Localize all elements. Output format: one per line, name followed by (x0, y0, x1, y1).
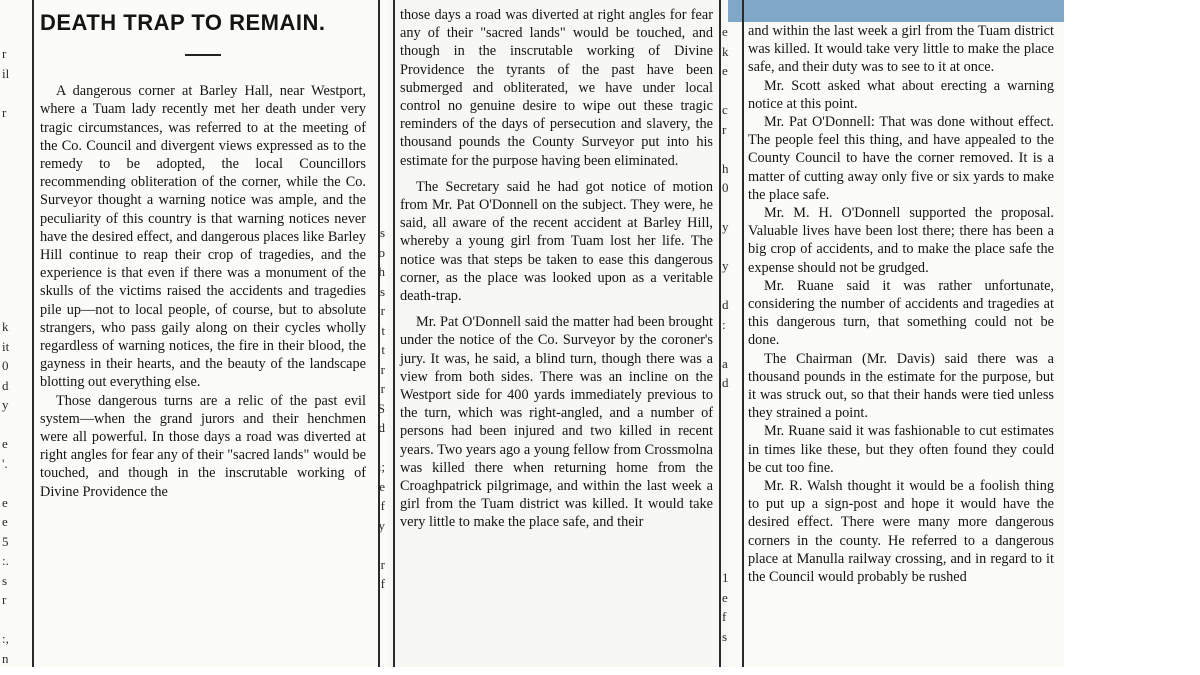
paragraph: Mr. Scott asked what about erecting a warning notice at this point. (748, 77, 1054, 112)
column-rule (32, 0, 34, 675)
column-rule (742, 0, 744, 675)
paragraph: The Chairman (Mr. Davis) said there was a thousand pounds in the estimate for the purpose, but it was struck out, so that their hands were tied unless they strained a point. (748, 350, 1054, 422)
article-column-3 (748, 22, 1054, 586)
paragraph: A dangerous corner at Barley Hall, near Westport, where a Tuam lady recently met her death under very tragic circumstances, was referred to at the meeting of the Co. Council and divergent views expressed as to the remedy to be adopted, the local Councillors recommending obliteration of the corner, while the Co. Surveyor thought a warning notice was ample, and the peculiarity of this country is that warning notices never have the desired effect, and dangerous places like Barley Hill continue to reap their crop of tragedies, and the experience is that even if there was a monument of the skulls of the victims raised the accidents and tragedies pile up—not to local people, of course, but to absolute strangers, who pass gaily along on their cycles wholly regardless of warning notices, the fire in their blood, the gayness in their hearts, and the beauty of the landscape blotting out everything else. (40, 83, 366, 391)
headline-rule (185, 54, 221, 56)
paragraph: Mr. Ruane said it was fashionable to cut estimates in times like these, but they often found they could be cut too fine. (748, 423, 1054, 476)
paragraph: Those dangerous turns are a relic of the past evil system—when the grand jurors and their henchmen were all powerful. In those days a road was diverted at right angles for fear any of their "sacred lands" would be touched, and though in the inscrutable working of Divine Providence the (40, 392, 366, 500)
column-rule (719, 0, 721, 675)
blank-margin-bottom (0, 667, 1200, 675)
blank-margin-right (1064, 0, 1200, 675)
paragraph: Mr. Pat O'Donnell: That was done without effect. The people feel this thing, and have appealed to the County Council to have the corner removed. It is a matter of cutting away only five or six yards to make the place safe. (748, 114, 1054, 203)
paragraph: Mr. M. H. O'Donnell supported the proposal. Valuable lives have been lost there; there has been a big crop of accidents, and to make the place safe the expense should not be grudged. (748, 205, 1054, 276)
paragraph: those days a road was diverted at right angles for fear any of their "sacred lands" would be touched, and though in the inscrutable working of Divine Providence the tyrants of the past have been submerged and obliterated, we have under local control no genuine desire to wipe out these tragic reminders of the days of persecution and slavery, the thousand pounds the County Surveyor put into his estimate for the purpose having been eliminated. (400, 7, 713, 169)
paragraph: Mr. Ruane said it was rather unfortunate, considering the number of accidents and tragedies at this dangerous turn, that something could not be done. (748, 277, 1054, 349)
cropped-margin-left: r il r k it 0 d y e '. e e 5 :. s r :, n (2, 46, 10, 666)
headline: DEATH TRAP TO REMAIN. (40, 10, 326, 35)
column-rule (393, 0, 395, 675)
cropped-margin-mid: s o h s r t t r r S d i; e f y r f (377, 225, 385, 591)
scan-edge-bar (728, 0, 1064, 22)
paragraph: Mr. R. Walsh thought it would be a foolish thing to put up a sign-post and hope it would have the desired effect. There were many more dangerous corners in the county. He referred to a dangerous place at Manulla railway crossing, and in regard to it the Council would probably be rushed (748, 478, 1054, 586)
cropped-margin-mid2: e k e c r h 0 y y d : a d 1 e f s (722, 24, 729, 644)
paragraph: Mr. Pat O'Donnell said the matter had been brought under the notice of the Co. Surveyor by the coroner's jury. It was, he said, a blind turn, though there was a view from both sides. There was an incline on the Westport side for 400 yards immediately previous to the turn, which was right-angled, and a number of persons had been injured and two killed in recent years. Two years ago a young fellow from Crossmolna was killed there when returning home from the Croaghpatrick pilgrimage, and within the last week a girl from the Tuam district was killed. It would take very little to make the place safe, and their (400, 314, 713, 531)
article-column-2 (400, 6, 713, 532)
paragraph: The Secretary said he had got notice of motion from Mr. Pat O'Donnell on the subject. They were, he said, all aware of the recent accident at Barley Hill, whereby a young girl from Tuam lost her life. The notice was that steps be taken to ease this dangerous corner, as the place was looked upon as a veritable death-trap. (400, 178, 713, 305)
paragraph: and within the last week a girl from the Tuam district was killed. It would take very little to make the place safe, and their duty was to see to it at once. (748, 23, 1054, 76)
article-column-1 (40, 0, 366, 501)
